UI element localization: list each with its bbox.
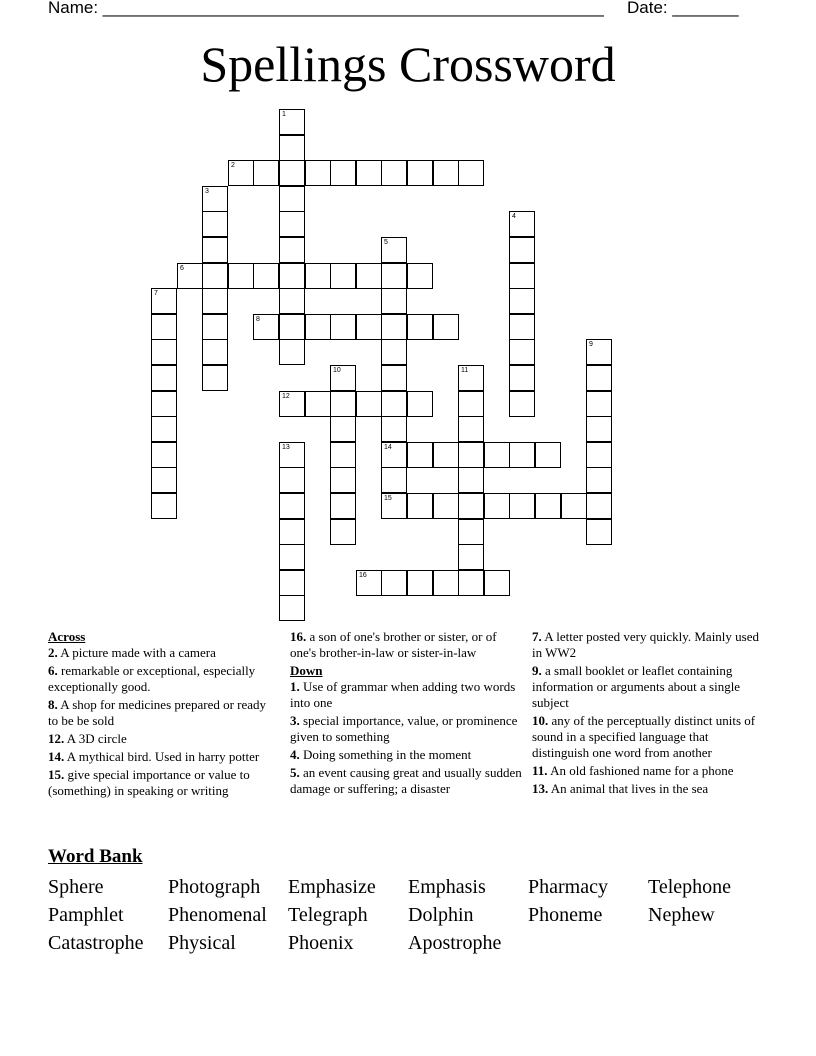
crossword-cell[interactable] [407,314,433,340]
clue-number: 14 [384,444,392,451]
crossword-cell[interactable] [381,288,407,314]
crossword-cell[interactable] [228,160,254,186]
crossword-cell[interactable] [433,442,459,468]
crossword-cell[interactable] [586,339,612,365]
word-bank-item: Photograph [168,876,261,898]
crossword-cell[interactable] [509,237,535,263]
crossword-cell[interactable] [433,493,459,519]
word-bank-item: Phenomenal [168,904,267,926]
page-title: Spellings Crossword [200,36,616,92]
word-bank-item: Sphere [48,876,104,898]
clue-across-14: 14. A mythical bird. Used in harry potter [48,749,260,764]
crossword-cell[interactable] [253,263,279,289]
word-bank-item: Telegraph [288,904,368,926]
crossword-cell[interactable] [458,365,484,391]
word-bank-item: Physical [168,932,236,954]
crossword-cell[interactable] [279,211,305,237]
word-bank-item: Telephone [648,876,732,898]
crossword-cell[interactable] [509,365,535,391]
word-bank-title: Word Bank [48,846,143,867]
crossword-cell[interactable] [586,493,612,519]
crossword-cell[interactable] [484,570,510,596]
crossword-cell[interactable] [279,288,305,314]
crossword-cell[interactable] [202,263,228,289]
crossword-cell[interactable] [356,263,382,289]
crossword-cell[interactable] [151,391,177,417]
crossword-cell[interactable] [381,237,407,263]
clue-across-6: 6. remarkable or exceptional, especially exceptionally good. [48,663,256,694]
crossword-cell[interactable] [253,314,279,340]
crossword-cell[interactable] [305,314,331,340]
crossword-cell[interactable] [381,314,407,340]
crossword-cell[interactable] [330,263,356,289]
crossword-cell[interactable] [381,365,407,391]
crossword-cell[interactable] [381,493,407,519]
word-bank-item: Pamphlet [48,904,124,926]
clue-number: 6 [180,265,184,272]
crossword-cell[interactable] [433,570,459,596]
crossword-cell[interactable] [561,493,587,519]
clue-across-2: 2. A picture made with a camera [48,645,216,660]
crossword-cell[interactable] [407,263,433,289]
crossword-cell[interactable] [253,160,279,186]
crossword-cell[interactable] [330,493,356,519]
crossword-cell[interactable] [151,288,177,314]
clue-down-9: 9. a small booklet or leaflet containing information or arguments about a single subject [532,663,741,710]
clue-number: 8 [256,316,260,323]
crossword-cell[interactable] [305,263,331,289]
clues-column-1 [48,629,276,801]
clue-number: 7 [154,290,158,297]
crossword-cell[interactable] [279,570,305,596]
crossword-cell[interactable] [279,467,305,493]
clue-down-3: 3. special importance, value, or prominence given to something [290,713,518,744]
clue-down-5: 5. an event causing great and usually sudden damage or suffering; a disaster [290,765,522,796]
crossword-cell[interactable] [305,391,331,417]
crossword-cell[interactable] [330,416,356,442]
crossword-cell[interactable] [279,263,305,289]
crossword-cell[interactable] [535,442,561,468]
across-heading: Across [48,629,86,644]
crossword-cell[interactable] [202,211,228,237]
clue-number: 9 [589,341,593,348]
crossword-cell[interactable] [381,391,407,417]
crossword-cell[interactable] [509,391,535,417]
crossword-cell[interactable] [279,493,305,519]
crossword-cell[interactable] [330,365,356,391]
crossword-cell[interactable] [509,314,535,340]
crossword-cell[interactable] [586,416,612,442]
crossword-cell[interactable] [202,339,228,365]
clue-down-10: 10. any of the perceptually distinct units of sound in a specified language that distinguish one word from another [532,713,756,760]
clue-down-4: 4. Doing something in the moment [290,747,472,762]
crossword-cell[interactable] [151,442,177,468]
crossword-cell[interactable] [177,263,203,289]
word-bank-item: Phoenix [288,932,354,954]
crossword-cell[interactable] [330,160,356,186]
crossword-cell[interactable] [330,391,356,417]
crossword-cell[interactable] [458,519,484,545]
crossword-cell[interactable] [407,493,433,519]
crossword-cell[interactable] [279,135,305,161]
crossword-cell[interactable] [202,365,228,391]
clue-number: 2 [231,162,235,169]
crossword-cell[interactable] [381,416,407,442]
crossword-cell[interactable] [356,314,382,340]
crossword-cell[interactable] [458,391,484,417]
clue-down-13: 13. An animal that lives in the sea [532,781,709,796]
crossword-cell[interactable] [509,211,535,237]
crossword-cell[interactable] [407,442,433,468]
crossword-cell[interactable] [356,160,382,186]
crossword-cell[interactable] [586,391,612,417]
crossword-cell[interactable] [407,391,433,417]
clue-down-7: 7. A letter posted very quickly. Mainly used in WW2 [532,629,759,660]
crossword-cell[interactable] [407,160,433,186]
crossword-cell[interactable] [279,544,305,570]
crossword-cell[interactable] [509,493,535,519]
clue-number: 3 [205,188,209,195]
date-field-label: Date: _______ [627,0,739,17]
down-heading: Down [290,663,323,678]
crossword-cell[interactable] [330,467,356,493]
crossword-cell[interactable] [151,365,177,391]
crossword-cell[interactable] [279,442,305,468]
crossword-cell[interactable] [509,263,535,289]
word-bank-item: Nephew [648,904,715,926]
clue-number: 5 [384,239,388,246]
clue-number: 10 [333,367,341,374]
crossword-cell[interactable] [407,570,433,596]
crossword-cell[interactable] [151,339,177,365]
crossword-cell[interactable] [279,314,305,340]
crossword-cell[interactable] [433,160,459,186]
crossword-cell[interactable] [330,314,356,340]
crossword-cell[interactable] [279,160,305,186]
crossword-cell[interactable] [356,570,382,596]
clue-across-8: 8. A shop for medicines prepared or ready to be be sold [48,697,267,728]
clue-number: 12 [282,393,290,400]
crossword-cell[interactable] [458,493,484,519]
crossword-cell[interactable] [151,314,177,340]
crossword-cell[interactable] [586,467,612,493]
crossword-cell[interactable] [305,160,331,186]
crossword-cell[interactable] [381,160,407,186]
clue-down-11: 11. An old fashioned name for a phone [532,763,734,778]
word-bank-item: Emphasize [288,876,376,898]
crossword-cell[interactable] [228,263,254,289]
crossword-cell[interactable] [279,186,305,212]
word-bank-item: Phoneme [528,904,603,926]
crossword-cell[interactable] [279,595,305,621]
name-field-label: Name: _____________________________________________________ [48,0,604,17]
crossword-cell[interactable] [202,186,228,212]
clue-number: 15 [384,495,392,502]
word-bank-item: Dolphin [408,904,474,926]
crossword-cell[interactable] [458,160,484,186]
crossword-cell[interactable] [151,467,177,493]
crossword-cell[interactable] [586,365,612,391]
crossword-cell[interactable] [202,237,228,263]
clue-across-15: 15. give special importance or value to (something) in speaking or writing [48,767,250,798]
clues-column-2 [290,629,525,799]
word-bank-item: Apostrophe [408,932,502,954]
crossword-cell[interactable] [279,391,305,417]
clue-number: 4 [512,213,516,220]
crossword-cell[interactable] [381,570,407,596]
clue-across-16: 16. a son of one's brother or sister, or of one's brother-in-law or sister-in-law [290,629,497,660]
crossword-cell[interactable] [484,442,510,468]
crossword-cell[interactable] [202,288,228,314]
clue-number: 11 [461,367,469,374]
crossword-cell[interactable] [279,519,305,545]
crossword-cell[interactable] [433,314,459,340]
word-bank-item: Emphasis [408,876,486,898]
clues-column-3 [532,629,764,799]
crossword-cell[interactable] [381,263,407,289]
clue-number: 13 [282,444,290,451]
crossword-cell[interactable] [279,339,305,365]
crossword-cell[interactable] [458,570,484,596]
crossword-cell[interactable] [381,339,407,365]
crossword-cell[interactable] [458,467,484,493]
crossword-cell[interactable] [509,442,535,468]
crossword-cell[interactable] [381,467,407,493]
clue-number: 1 [282,111,286,118]
crossword-cell[interactable] [509,288,535,314]
crossword-cell[interactable] [279,109,305,135]
clue-down-1: 1. Use of grammar when adding two words into one [290,679,516,710]
crossword-cell[interactable] [458,442,484,468]
crossword-cell[interactable] [151,416,177,442]
clue-number: 16 [359,572,367,579]
crossword-cell[interactable] [586,519,612,545]
crossword-cell[interactable] [330,442,356,468]
crossword-cell[interactable] [586,442,612,468]
crossword-cell[interactable] [458,544,484,570]
crossword-cell[interactable] [535,493,561,519]
crossword-cell[interactable] [509,339,535,365]
clue-across-12: 12. A 3D circle [48,731,127,746]
crossword-cell[interactable] [356,391,382,417]
crossword-cell[interactable] [202,314,228,340]
crossword-cell[interactable] [151,493,177,519]
crossword-cell[interactable] [279,237,305,263]
crossword-cell[interactable] [381,442,407,468]
word-bank-item: Pharmacy [528,876,608,898]
crossword-cell[interactable] [458,416,484,442]
word-bank-item: Catastrophe [48,932,144,954]
crossword-cell[interactable] [330,519,356,545]
crossword-cell[interactable] [484,493,510,519]
